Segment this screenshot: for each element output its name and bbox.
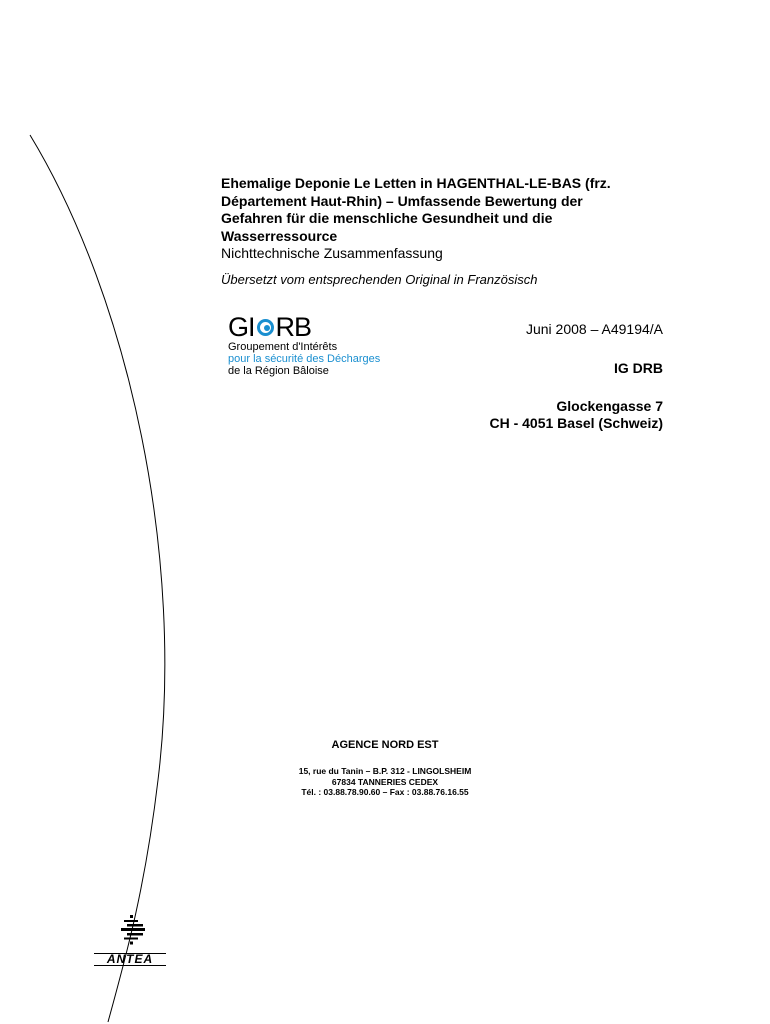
title-line: Département Haut-Rhin) – Umfassende Bewertung der bbox=[221, 192, 583, 209]
title-line: Gefahren für die menschliche Gesundheit und die bbox=[221, 210, 553, 226]
agency-block bbox=[250, 738, 520, 798]
document-title bbox=[221, 175, 681, 245]
agency-name: AGENCE NORD EST bbox=[331, 739, 439, 751]
gidrb-logo bbox=[228, 313, 428, 377]
gidrb-circle-icon bbox=[257, 319, 274, 336]
antea-wordmark: ANTEA bbox=[94, 953, 166, 966]
title-line: Ehemalige Deponie Le Letten in HAGENTHAL-LE-BAS (frz. bbox=[221, 175, 611, 191]
title-block bbox=[221, 175, 681, 288]
address-line: 15, rue du Tanin – B.P. 312 - LINGOLSHEIM bbox=[298, 766, 472, 776]
agency-address bbox=[250, 766, 520, 798]
translation-note: Übersetzt vom entsprechenden Original in Französisch bbox=[221, 272, 538, 287]
client-address bbox=[489, 398, 663, 432]
document-meta bbox=[489, 320, 663, 432]
logo-line-3: de la Région Bâloise bbox=[228, 365, 329, 377]
logo-line-2: pour la sécurité des Décharges bbox=[228, 353, 381, 365]
decorative-curve bbox=[0, 0, 200, 1024]
logo-line-1: Groupement d'Intérêts bbox=[228, 341, 338, 353]
address-line: CH - 4051 Basel (Schweiz) bbox=[489, 415, 663, 431]
gidrb-wordmark bbox=[228, 313, 428, 341]
title-line: Wasserressource bbox=[221, 227, 338, 244]
document-subtitle: Nichttechnische Zusammenfassung bbox=[221, 245, 443, 261]
contact-line: Tél. : 03.88.78.90.60 – Fax : 03.88.76.16.55 bbox=[301, 787, 469, 797]
client-name: IG DRB bbox=[614, 360, 663, 376]
antea-logo bbox=[94, 913, 166, 966]
antea-emblem-icon bbox=[94, 913, 166, 947]
address-line: 67834 TANNERIES CEDEX bbox=[331, 776, 439, 787]
address-line: Glockengasse 7 bbox=[556, 398, 663, 414]
date-reference: Juni 2008 – A49194/A bbox=[525, 321, 663, 337]
wordmark-right: RB bbox=[275, 311, 312, 342]
wordmark-left: GI bbox=[228, 311, 255, 342]
